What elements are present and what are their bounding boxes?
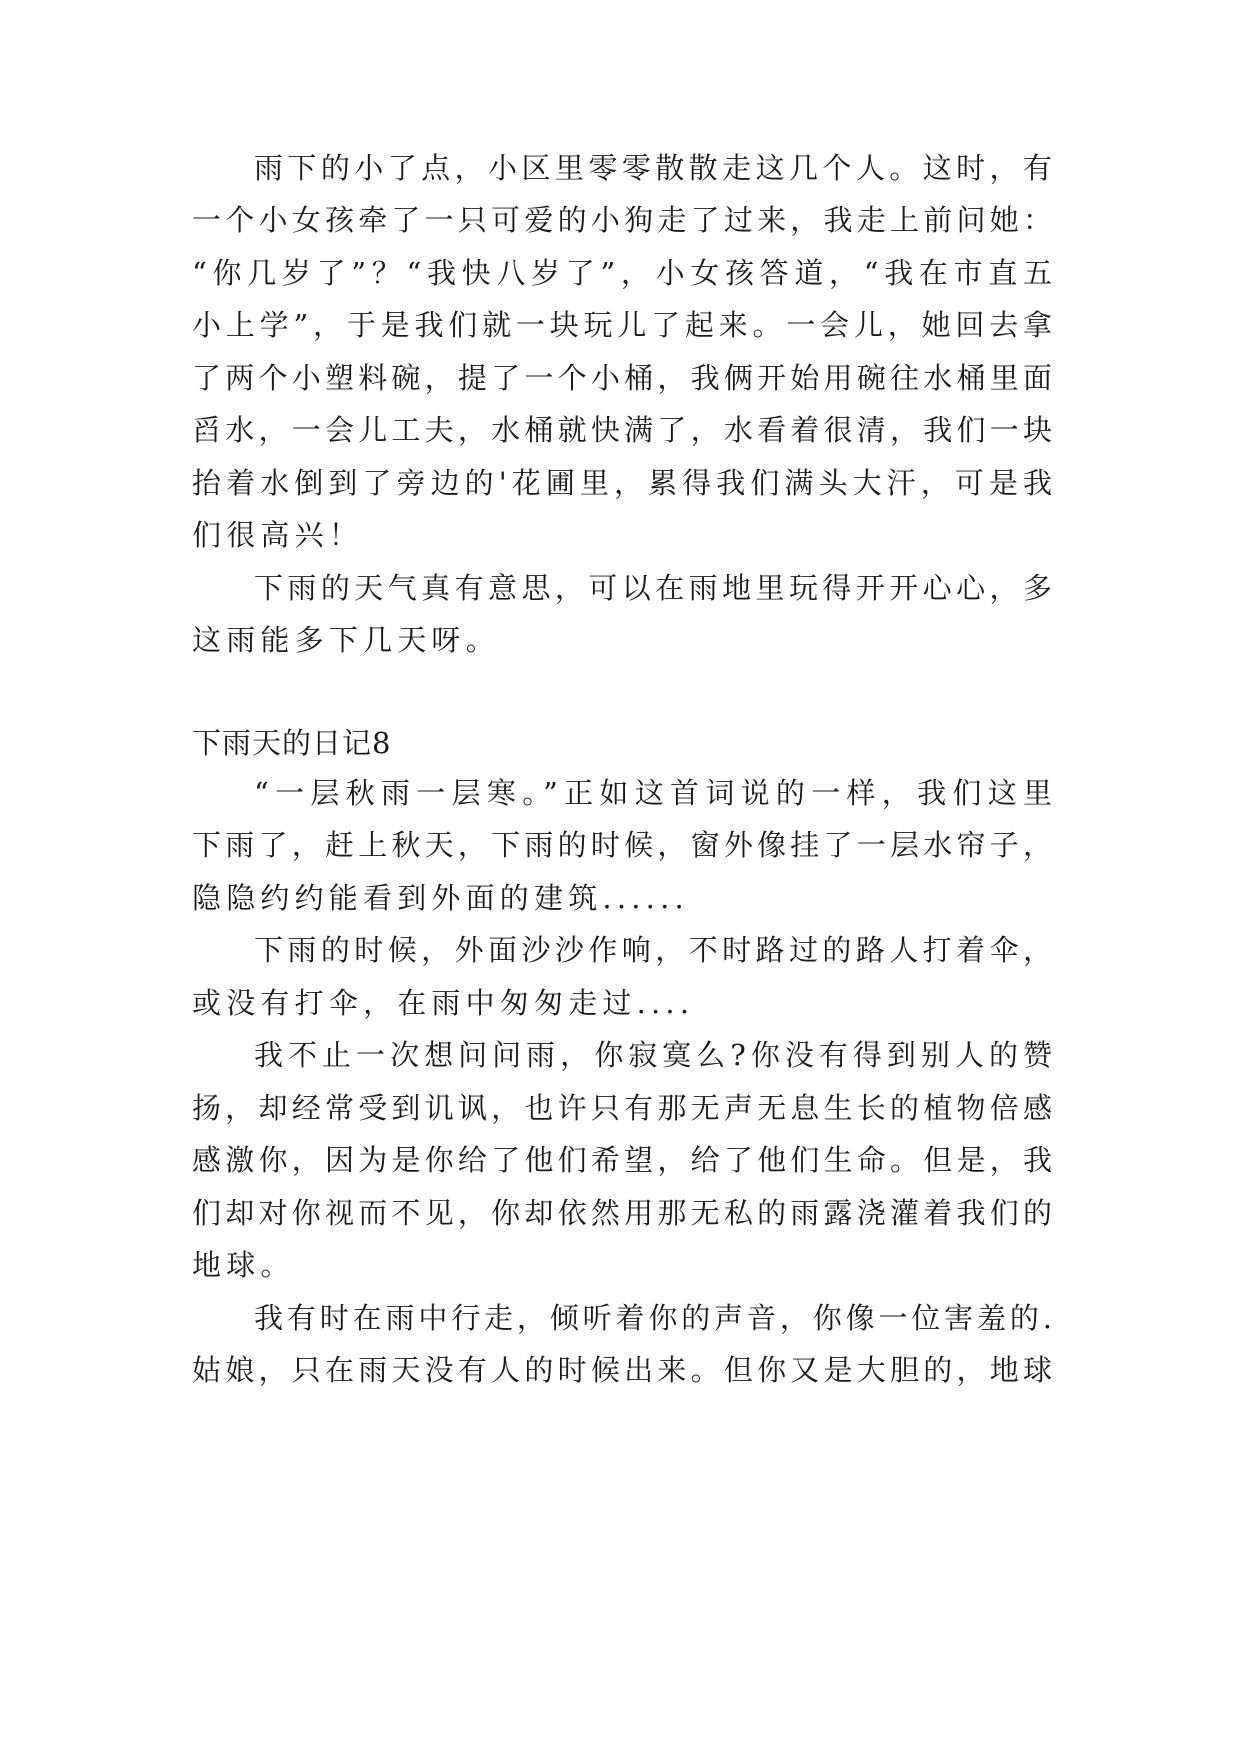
text-line: 这雨能多下几天呀。 [192,623,500,657]
text-line: 或没有打伞，在雨中匆匆走过.... [192,986,695,1020]
text-line: 们很高兴！ [192,518,364,552]
text-line: 下雨的时候，外面沙沙作响，不时路过的路人打着伞， [254,933,1052,967]
text-line: 抬着水倒到了旁边的'花圃里，累得我们满头大汗，可是我 [192,466,1052,500]
text-line: 一个小女孩牵了一只可爱的小狗走了过来，我走上前问她： [192,203,1052,237]
text-line: 扬，却经常受到讥讽，也许只有那无声无息生长的植物倍感 [192,1091,1052,1125]
text-line: 舀水，一会儿工夫，水桶就快满了，水看着很清，我们一块 [192,413,1052,447]
section-heading: 下雨天的日记8 [192,726,392,760]
text-line: 感激你，因为是你给了他们希望，给了他们生命。但是，我 [192,1143,1052,1177]
text-line: 地球。 [192,1248,295,1282]
text-line: “一层秋雨一层寒。”正如这首词说的一样，我们这里 [254,776,1052,810]
text-line: 姑娘，只在雨天没有人的时候出来。但你又是大胆的，地球 [192,1353,1052,1387]
text-line: 小上学”，于是我们就一块玩儿了起来。一会儿，她回去拿 [192,308,1052,342]
text-line: 下雨的天气真有意思，可以在雨地里玩得开开心心，多 [254,571,1052,605]
text-line: “你几岁了”？“我快八岁了”，小女孩答道，“我在市直五 [192,256,1052,290]
text-line: 下雨了，赶上秋天，下雨的时候，窗外像挂了一层水帘子， [192,828,1052,862]
text-line: 我有时在雨中行走，倾听着你的声音，你像一位害羞的. [254,1301,1052,1335]
text-line: 了两个小塑料碗，提了一个小桶，我俩开始用碗往水桶里面 [192,361,1052,395]
text-line: 雨下的小了点，小区里零零散散走这几个人。这时，有 [254,151,1052,185]
text-line: 隐隐约约能看到外面的建筑...... [192,881,689,915]
text-line: 我不止一次想问问雨，你寂寞么?你没有得到别人的赞 [254,1038,1052,1072]
text-line: 们却对你视而不见，你却依然用那无私的雨露浇灌着我们的 [192,1196,1052,1230]
